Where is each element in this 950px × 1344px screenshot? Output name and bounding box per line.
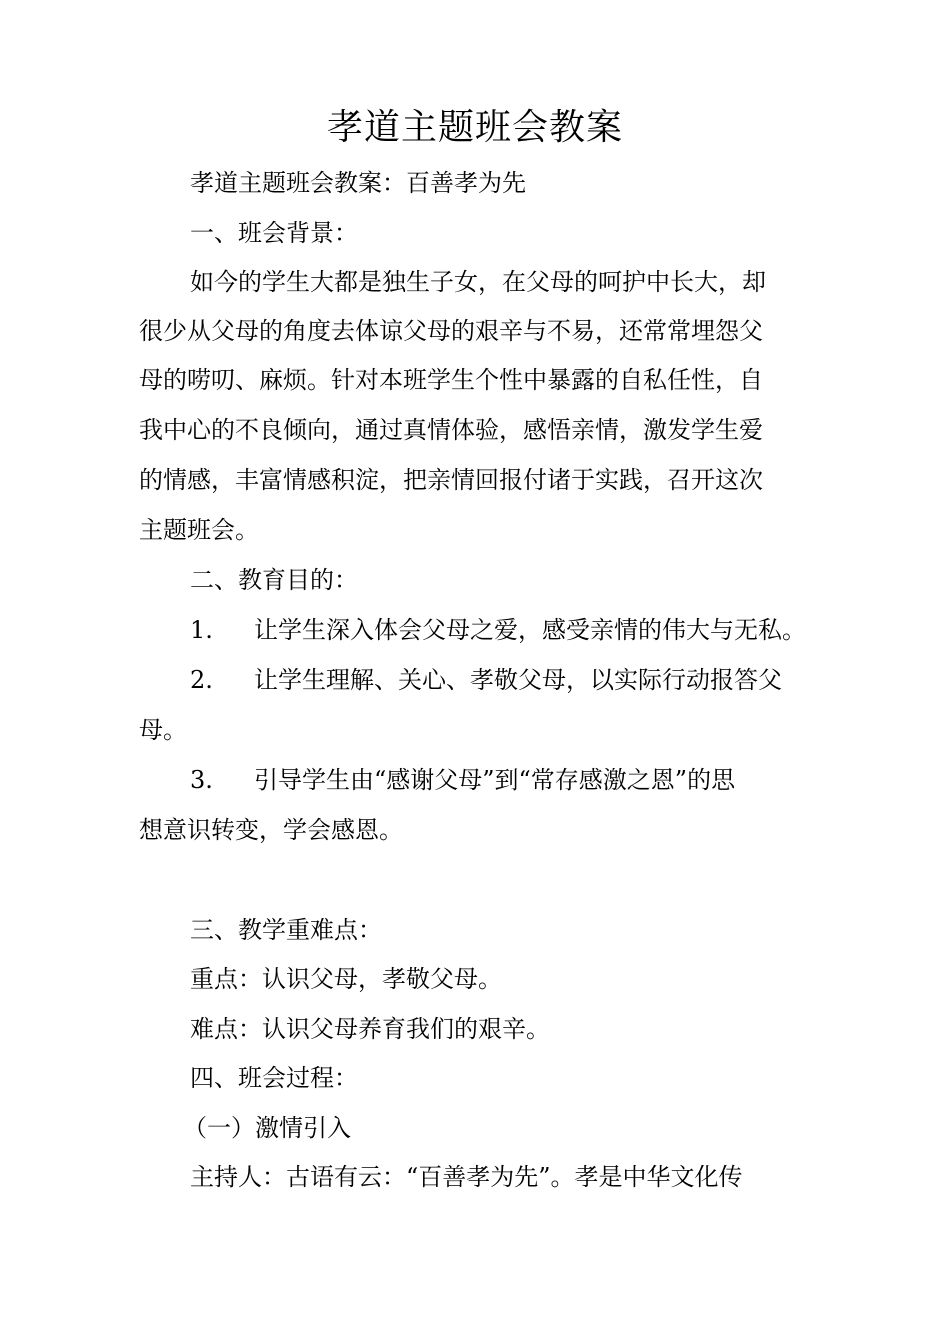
- goal-item-number: 1.: [190, 616, 213, 644]
- section-heading-key-points: 三、教学重难点：: [190, 916, 382, 944]
- paragraph-line: 我中心的不良倾向，通过真情体验，感悟亲情，激发学生爱: [139, 416, 763, 444]
- goal-item: [190, 610, 806, 650]
- document-subtitle: 孝道主题班会教案：百善孝为先: [190, 169, 526, 197]
- document-title: 孝道主题班会教案: [326, 107, 623, 148]
- paragraph-line: 的情感，丰富情感积淀，把亲情回报付诸于实践，召开这次: [139, 466, 763, 494]
- goal-item-continuation: 想意识转变，学会感恩。: [139, 816, 403, 844]
- section-heading-background: 一、班会背景：: [190, 219, 358, 247]
- paragraph-line: 母的唠叨、麻烦。针对本班学生个性中暴露的自私任性，自: [139, 366, 763, 394]
- host-line: 主持人：古语有云：“百善孝为先”。孝是中华文化传: [190, 1163, 743, 1191]
- goal-item-continuation: 母。: [139, 716, 187, 744]
- sub-heading-intro: （一）激情引入: [183, 1114, 351, 1142]
- section-heading-process: 四、班会过程：: [190, 1064, 358, 1092]
- paragraph-line: 主题班会。: [139, 516, 259, 544]
- section-heading-goals: 二、教育目的：: [190, 566, 358, 594]
- goal-item-number: 2.: [190, 666, 213, 694]
- paragraph-line: 如今的学生大都是独生子女，在父母的呵护中长大，却: [190, 268, 766, 296]
- goal-item-text: 让学生深入体会父母之爱，感受亲情的伟大与无私。: [254, 616, 806, 644]
- key-point: 重点：认识父母，孝敬父母。: [190, 965, 502, 993]
- goal-item-text: 引导学生由“感谢父母”到“常存感激之恩”的思: [254, 766, 736, 794]
- goal-item: [190, 760, 735, 800]
- goal-item: [190, 660, 782, 700]
- paragraph-line: 很少从父母的角度去体谅父母的艰辛与不易，还常常埋怨父: [139, 317, 763, 345]
- goal-item-number: 3.: [190, 766, 213, 794]
- difficult-point: 难点：认识父母养育我们的艰辛。: [190, 1015, 550, 1043]
- goal-item-text: 让学生理解、关心、孝敬父母，以实际行动报答父: [254, 666, 782, 694]
